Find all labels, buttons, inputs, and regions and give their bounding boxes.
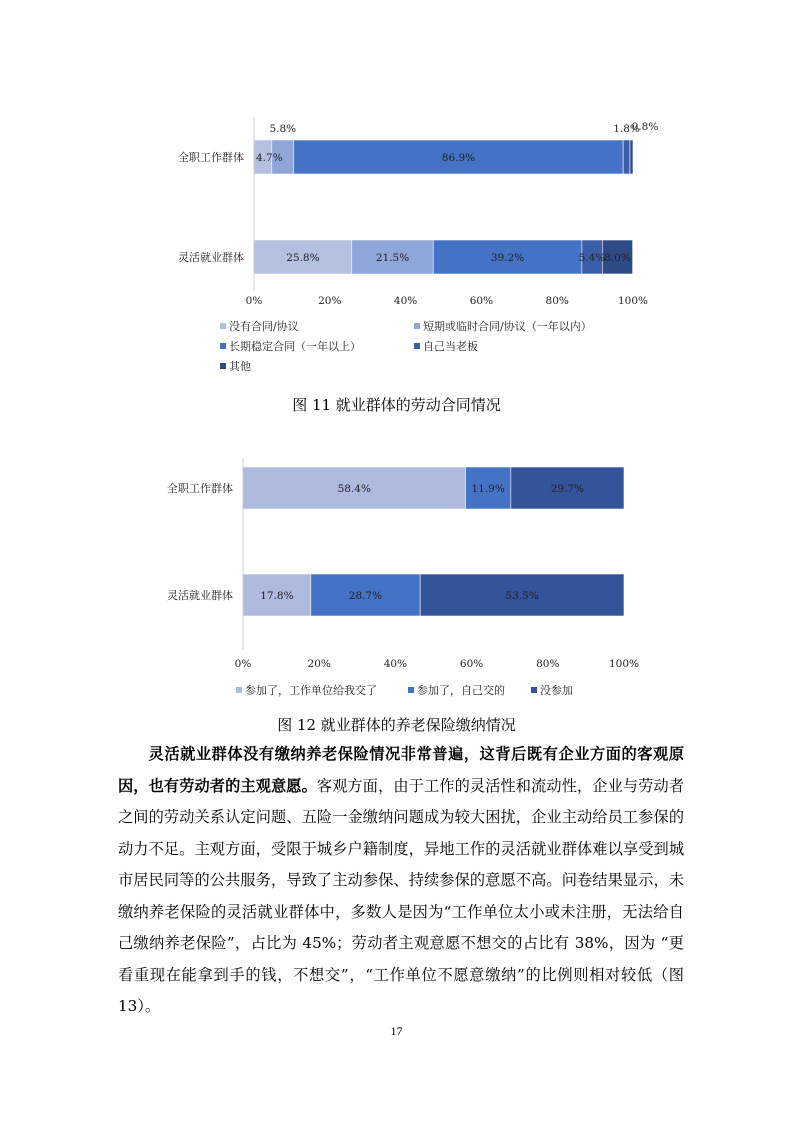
category-label: 灵活就业群体: [167, 589, 233, 602]
x-tick-label: 80%: [536, 658, 560, 670]
contract-status-chart: [0, 100, 793, 385]
data-label: 4.7%: [256, 152, 283, 164]
legend-entry: 没参加: [540, 684, 573, 697]
legend-entry: 参加了，工作单位给我交了: [245, 684, 377, 697]
legend-entry: 没有合同/协议: [229, 320, 299, 333]
x-tick-label: 40%: [383, 658, 408, 670]
legend-swatch: [414, 323, 420, 329]
data-label: 25.8%: [286, 252, 320, 264]
category-label: 全职工作群体: [167, 482, 233, 495]
data-label: 39.2%: [490, 252, 525, 264]
legend-entry: 其他: [229, 360, 251, 373]
legend-entry: 短期或临时合同/协议（一年以内）: [423, 320, 592, 333]
data-label: 5.8%: [269, 123, 297, 135]
category-label: 灵活就业群体: [178, 251, 244, 264]
data-label: 0.8%: [631, 121, 659, 133]
bar-segment: [623, 140, 630, 174]
data-label: 11.9%: [471, 483, 505, 495]
legend-swatch: [236, 687, 242, 693]
legend-entry: 参加了，自己交的: [417, 684, 505, 697]
x-tick-label: 0%: [234, 658, 252, 670]
x-tick-label: 80%: [545, 295, 569, 307]
figure-12-caption: 图 12 就业群体的养老保险缴纳情况: [277, 716, 516, 734]
x-tick-label: 40%: [393, 295, 418, 307]
paragraph-text: 客观方面，由于工作的灵活性和流动性，企业与劳动者之间的劳动关系认定问题、五险一金缴纳问题成为较大困扰，企业主动给员工参保的动力不足。主观方面，受限于城乡户籍制度，异地工作的灵活就业群体难以享受到城市居民同等的公共服务，导致了主动参保、持续参保的意愿不高。问卷结果显示，未缴纳养老保险的灵活就业群体中，多数人是因为“工作单位太小或未注册，无法给自己缴纳养老保险”，占比为 45%；劳动者主观意愿不想交的占比有 38%，因为 “更看重现在能拿到手的钱，不想交”，“工作单位不愿意缴纳”的比例则相对较低（图 13）。: [118, 776, 685, 1015]
data-label: 8.0%: [604, 252, 631, 264]
data-label: 17.8%: [260, 590, 294, 602]
legend-entry: 长期稳定合同（一年以上）: [229, 340, 361, 353]
legend-entry: 自己当老板: [423, 340, 478, 353]
data-label: 28.7%: [348, 590, 383, 602]
data-label: 58.4%: [337, 483, 371, 495]
data-label: 1.8%: [613, 123, 640, 135]
body-paragraph: [118, 739, 684, 1023]
x-tick-label: 100%: [617, 295, 649, 307]
legend-swatch: [414, 343, 420, 349]
x-tick-label: 60%: [469, 295, 494, 307]
pension-insurance-chart: [0, 450, 793, 700]
x-tick-label: 0%: [245, 295, 263, 307]
figure-11-caption: 图 11 就业群体的劳动合同情况: [292, 396, 501, 414]
category-label: 全职工作群体: [178, 151, 244, 164]
x-tick-label: 20%: [307, 658, 331, 670]
x-tick-label: 100%: [608, 658, 640, 670]
legend-swatch: [220, 343, 226, 349]
paragraph-lead: 灵活就业群体没有缴纳养老保险情况非常普遍，这背后既有企业方面的客观原因，也有劳动者的主观意愿。: [118, 745, 684, 795]
legend-swatch: [220, 323, 226, 329]
data-label: 21.5%: [375, 252, 410, 264]
legend-swatch: [408, 687, 414, 693]
x-tick-label: 20%: [318, 295, 342, 307]
data-label: 29.7%: [550, 483, 585, 495]
data-label: 86.9%: [441, 152, 476, 164]
x-tick-label: 60%: [459, 658, 484, 670]
bar-segment: [630, 140, 633, 174]
data-label: 53.5%: [505, 590, 539, 602]
page-number: 17: [390, 1024, 403, 1038]
legend-swatch: [531, 687, 537, 693]
data-label: 5.4%: [578, 252, 606, 264]
legend-swatch: [220, 363, 226, 369]
